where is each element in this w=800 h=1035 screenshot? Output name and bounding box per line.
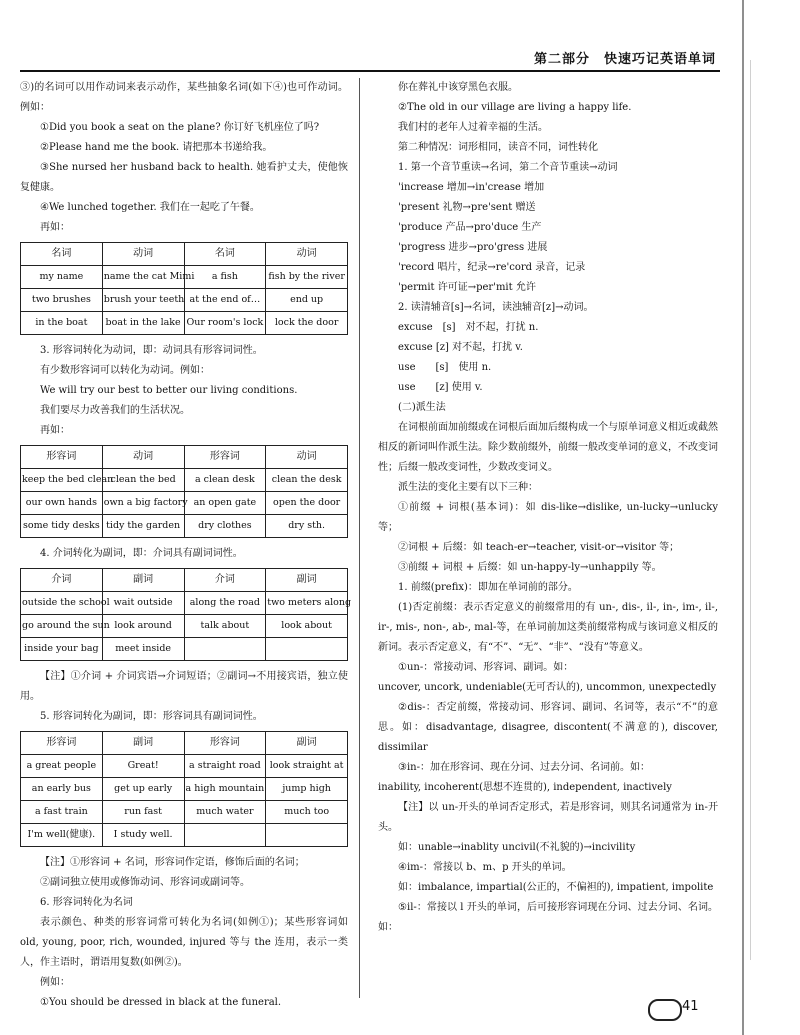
table-cell: at the end of… [184,289,266,312]
paragraph: 表示颜色、种类的形容词常可转化为名词(如例①)；某些形容词如 old, young, poor, rich, wounded, injured 等与 the 连用，表示一类人，作主语时，谓语用复数(如例②)。 [20,917,348,968]
table-cell [266,824,348,847]
noun-verb-table [20,242,348,335]
paragraph: uncover, uncork, undeniable(无可否认的), uncommon, unexpectedly [378,682,717,693]
table-cell: open the door [266,492,348,515]
word-pair: 'present 礼物→pre'sent 赠送 [398,202,536,213]
paragraph: inability, incoherent(思想不连贯的), independent, inactively [378,782,672,793]
table-row [21,312,348,335]
table-cell: a straight road [184,755,266,778]
section-heading: 6. 形容词转化为名词 [40,897,133,908]
table-cell: own a big factory [102,492,184,515]
paragraph: ⑤il-：常接以 l 开头的单词，后可接形容词现在分词、过去分词、名词。如： [378,902,718,933]
example-sentence: ①You should be dressed in black at the funeral. [40,997,282,1008]
page-badge-icon [648,999,682,1021]
paragraph: ③)的名词可以用作动词来表示动作，某些抽象名词(如下④)也可作动词。例如： [20,82,348,113]
table-row [21,515,348,538]
table-cell: meet inside [102,638,184,661]
table-cell: our own hands [21,492,103,515]
word-pair: 'permit 许可证→per'mit 允许 [398,282,536,293]
table-cell: dry sth. [266,515,348,538]
note: 【注】①形容词 + 名词，形容词作定语，修饰后面的名词； [40,857,305,868]
table-header-row [21,732,348,755]
table-cell: I'm well(健康). [21,824,103,847]
adjective-adverb-table [20,731,348,847]
example-sentence: ④We lunched together. 我们在一起吃了午餐。 [40,202,260,213]
table-cell: wait outside [102,592,184,615]
table-cell: dry clothes [184,515,266,538]
example-translation: 我们村的老年人过着幸福的生活。 [398,122,548,133]
table-row [21,469,348,492]
column-divider [359,78,360,998]
paragraph: 派生法的变化主要有以下三种： [398,482,538,493]
table-header: 副词 [266,569,348,592]
table-cell: keep the bed clean [21,469,103,492]
table-header: 副词 [266,732,348,755]
paragraph: 有少数形容词可以转化为动词。例如： [40,365,210,376]
sub-heading: 1. 前缀(prefix)：即加在单词前的部分。 [398,582,578,593]
example-sentence: ③She nursed her husband back to health. 她看护丈夫，使他恢复健康。 [20,162,348,193]
table-header: 名词 [184,243,266,266]
table-cell: get up early [102,778,184,801]
word-pair: 'progress 进步→pro'gress 进展 [398,242,548,253]
table-cell: my name [21,266,103,289]
paragraph: ③in-：加在形容词、现在分词、过去分词、名词前。如： [398,762,650,773]
paragraph: ③前缀 + 词根 + 后缀：如 un-happy-ly→unhappily 等。 [398,562,662,573]
sub-heading: 1. 第一个音节重读→名词，第二个音节重读→动词 [398,162,618,173]
paragraph: 如：unable→inablity uncivil(不礼貌的)→incivility [398,842,636,853]
table-cell: boat in the lake [102,312,184,335]
table-cell: tidy the garden [102,515,184,538]
word-pair: excuse [s] 对不起，打扰 n. [398,322,539,333]
table-cell: some tidy desks [21,515,103,538]
table-header-row [21,243,348,266]
table-cell: Our room's lock [184,312,266,335]
table-header: 形容词 [21,732,103,755]
table-row [21,824,348,847]
table-cell: end up [266,289,348,312]
table-header-row [21,446,348,469]
paragraph: 在词根前面加前缀或在词根后面加后缀构成一个与原单词意义相近或截然相反的新词叫作派生法。除少数前缀外，前缀一般改变单词的意义，不改变词性；后缀一般改变词性，少数改变词义。 [378,422,718,473]
table-cell: two brushes [21,289,103,312]
paragraph: 再如： [40,425,70,436]
table-row [21,266,348,289]
page-number [648,997,728,1021]
preposition-adverb-table [20,568,352,661]
example-sentence: ②The old in our village are living a happy life. [398,102,632,113]
table-cell: inside your bag [21,638,103,661]
example-translation: 我们要尽力改善我们的生活状况。 [40,405,190,416]
table-cell: two meters along [266,592,348,615]
paragraph: ①un-：常接动词、形容词、副词。如： [398,662,574,673]
table-cell: look straight at [266,755,348,778]
section-title: 第二部分 快速巧记英语单词 [533,52,716,67]
note: 【注】①介词 + 介词宾语→介词短语；②副词→不用接宾语，独立使用。 [20,671,348,702]
table-row [21,289,348,312]
table-cell: along the road [184,592,266,615]
table-header: 动词 [102,243,184,266]
running-header [20,48,720,72]
table-cell: a fish [184,266,266,289]
word-pair: use [s] 使用 n. [398,362,492,373]
table-header-row [21,569,348,592]
example-sentence: We will try our best to better our living conditions. [40,385,298,396]
table-cell: Great! [102,755,184,778]
note: ②副词独立使用或修饰动词、形容词或副词等。 [40,877,250,888]
sub-heading: 2. 读清辅音[s]→名词，读浊辅音[z]→动词。 [398,302,594,313]
table-cell: brush your teeth [102,289,184,312]
table-cell: clean the bed [102,469,184,492]
paragraph: (1)否定前缀：表示否定意义的前缀常用的有 un-, dis-, il-, in-, im-, il-, ir-, mis-, non-, ab-, mal-等，在单词前加这类前缀常构成与该词意义相反的新词。表示否定意义，有“不”、“无”、“非”、“没有”等意义。 [378,602,718,653]
table-row [21,778,348,801]
paragraph: ①前缀 + 词根(基本词)：如 dis-like→dislike, un-lucky→unlucky 等； [378,502,718,533]
paragraph: ②dis-：否定前缀，常接动词、形容词、副词、名词等，表示“不”的意思。如：disadvantage, disagree, discontent(不满意的), discover, dissimilar [378,702,718,753]
paragraph: ②词根 + 后缀：如 teach-er→teacher, visit-or→visitor 等； [398,542,680,553]
word-pair: 'record 唱片，纪录→re'cord 录音，记录 [398,262,586,273]
paragraph: 再如： [40,222,70,233]
table-cell: much water [184,801,266,824]
table-header: 形容词 [184,446,266,469]
table-row [21,755,348,778]
table-cell: much too [266,801,348,824]
table-row [21,615,348,638]
table-cell: look around [102,615,184,638]
table-header: 动词 [102,446,184,469]
word-pair: 'increase 增加→in'crease 增加 [398,182,545,193]
table-cell: an open gate [184,492,266,515]
example-sentence: ①Did you book a seat on the plane? 你订好飞机座位了吗? [40,122,320,133]
table-row [21,592,348,615]
table-header: 副词 [102,569,184,592]
paragraph: ④im-：常接以 b、m、p 开头的单词。 [398,862,572,873]
table-header: 介词 [184,569,266,592]
scan-edge-line [750,60,751,960]
table-row [21,492,348,515]
paragraph: 例如： [40,977,70,988]
table-cell: a great people [21,755,103,778]
section-heading: (二)派生法 [398,402,446,413]
left-column [20,78,352,1013]
note: 【注】以 un-开头的单词否定形式，若是形容词，则其名词通常为 in-开头。 [378,802,718,833]
table-cell: lock the door [266,312,348,335]
example-translation: 你在葬礼中该穿黑色衣服。 [398,82,518,93]
table-cell: go around the sun [21,615,103,638]
table-row [21,638,348,661]
page-number-text: 41 [682,999,699,1014]
word-pair: 'produce 产品→pro'duce 生产 [398,222,542,233]
table-cell: a high mountain [184,778,266,801]
table-cell: look about [266,615,348,638]
adjective-verb-table [20,445,348,538]
word-pair: excuse [z] 对不起，打扰 v. [398,342,523,353]
section-heading: 第二种情况：词形相同，读音不同，词性转化 [398,142,598,153]
table-cell [184,824,266,847]
table-cell: an early bus [21,778,103,801]
table-cell: a fast train [21,801,103,824]
table-cell: in the boat [21,312,103,335]
table-header: 副词 [102,732,184,755]
section-heading: 3. 形容词转化为动词，即：动词具有形容词词性。 [40,345,263,356]
paragraph: 如：imbalance, impartial(公正的，不偏袒的), impatient, impolite [398,882,714,893]
table-cell: talk about [184,615,266,638]
table-header: 形容词 [184,732,266,755]
scan-edge-line [742,0,744,1035]
table-header: 名词 [21,243,103,266]
table-cell [184,638,266,661]
right-column [378,78,718,938]
section-heading: 5. 形容词转化为副词，即：形容词具有副词词性。 [40,711,263,722]
table-cell: name the cat Mimi [102,266,184,289]
table-header: 动词 [266,243,348,266]
table-cell: I study well. [102,824,184,847]
table-cell: outside the school [21,592,103,615]
table-cell: a clean desk [184,469,266,492]
table-cell: fish by the river [266,266,348,289]
table-header: 形容词 [21,446,103,469]
word-pair: use [z] 使用 v. [398,382,483,393]
table-header: 动词 [266,446,348,469]
section-heading: 4. 介词转化为副词，即：介词具有副词词性。 [40,548,243,559]
table-row [21,801,348,824]
table-cell [266,638,348,661]
table-header: 介词 [21,569,103,592]
table-cell: jump high [266,778,348,801]
table-cell: clean the desk [266,469,348,492]
table-cell: run fast [102,801,184,824]
example-sentence: ②Please hand me the book. 请把那本书递给我。 [40,142,273,153]
